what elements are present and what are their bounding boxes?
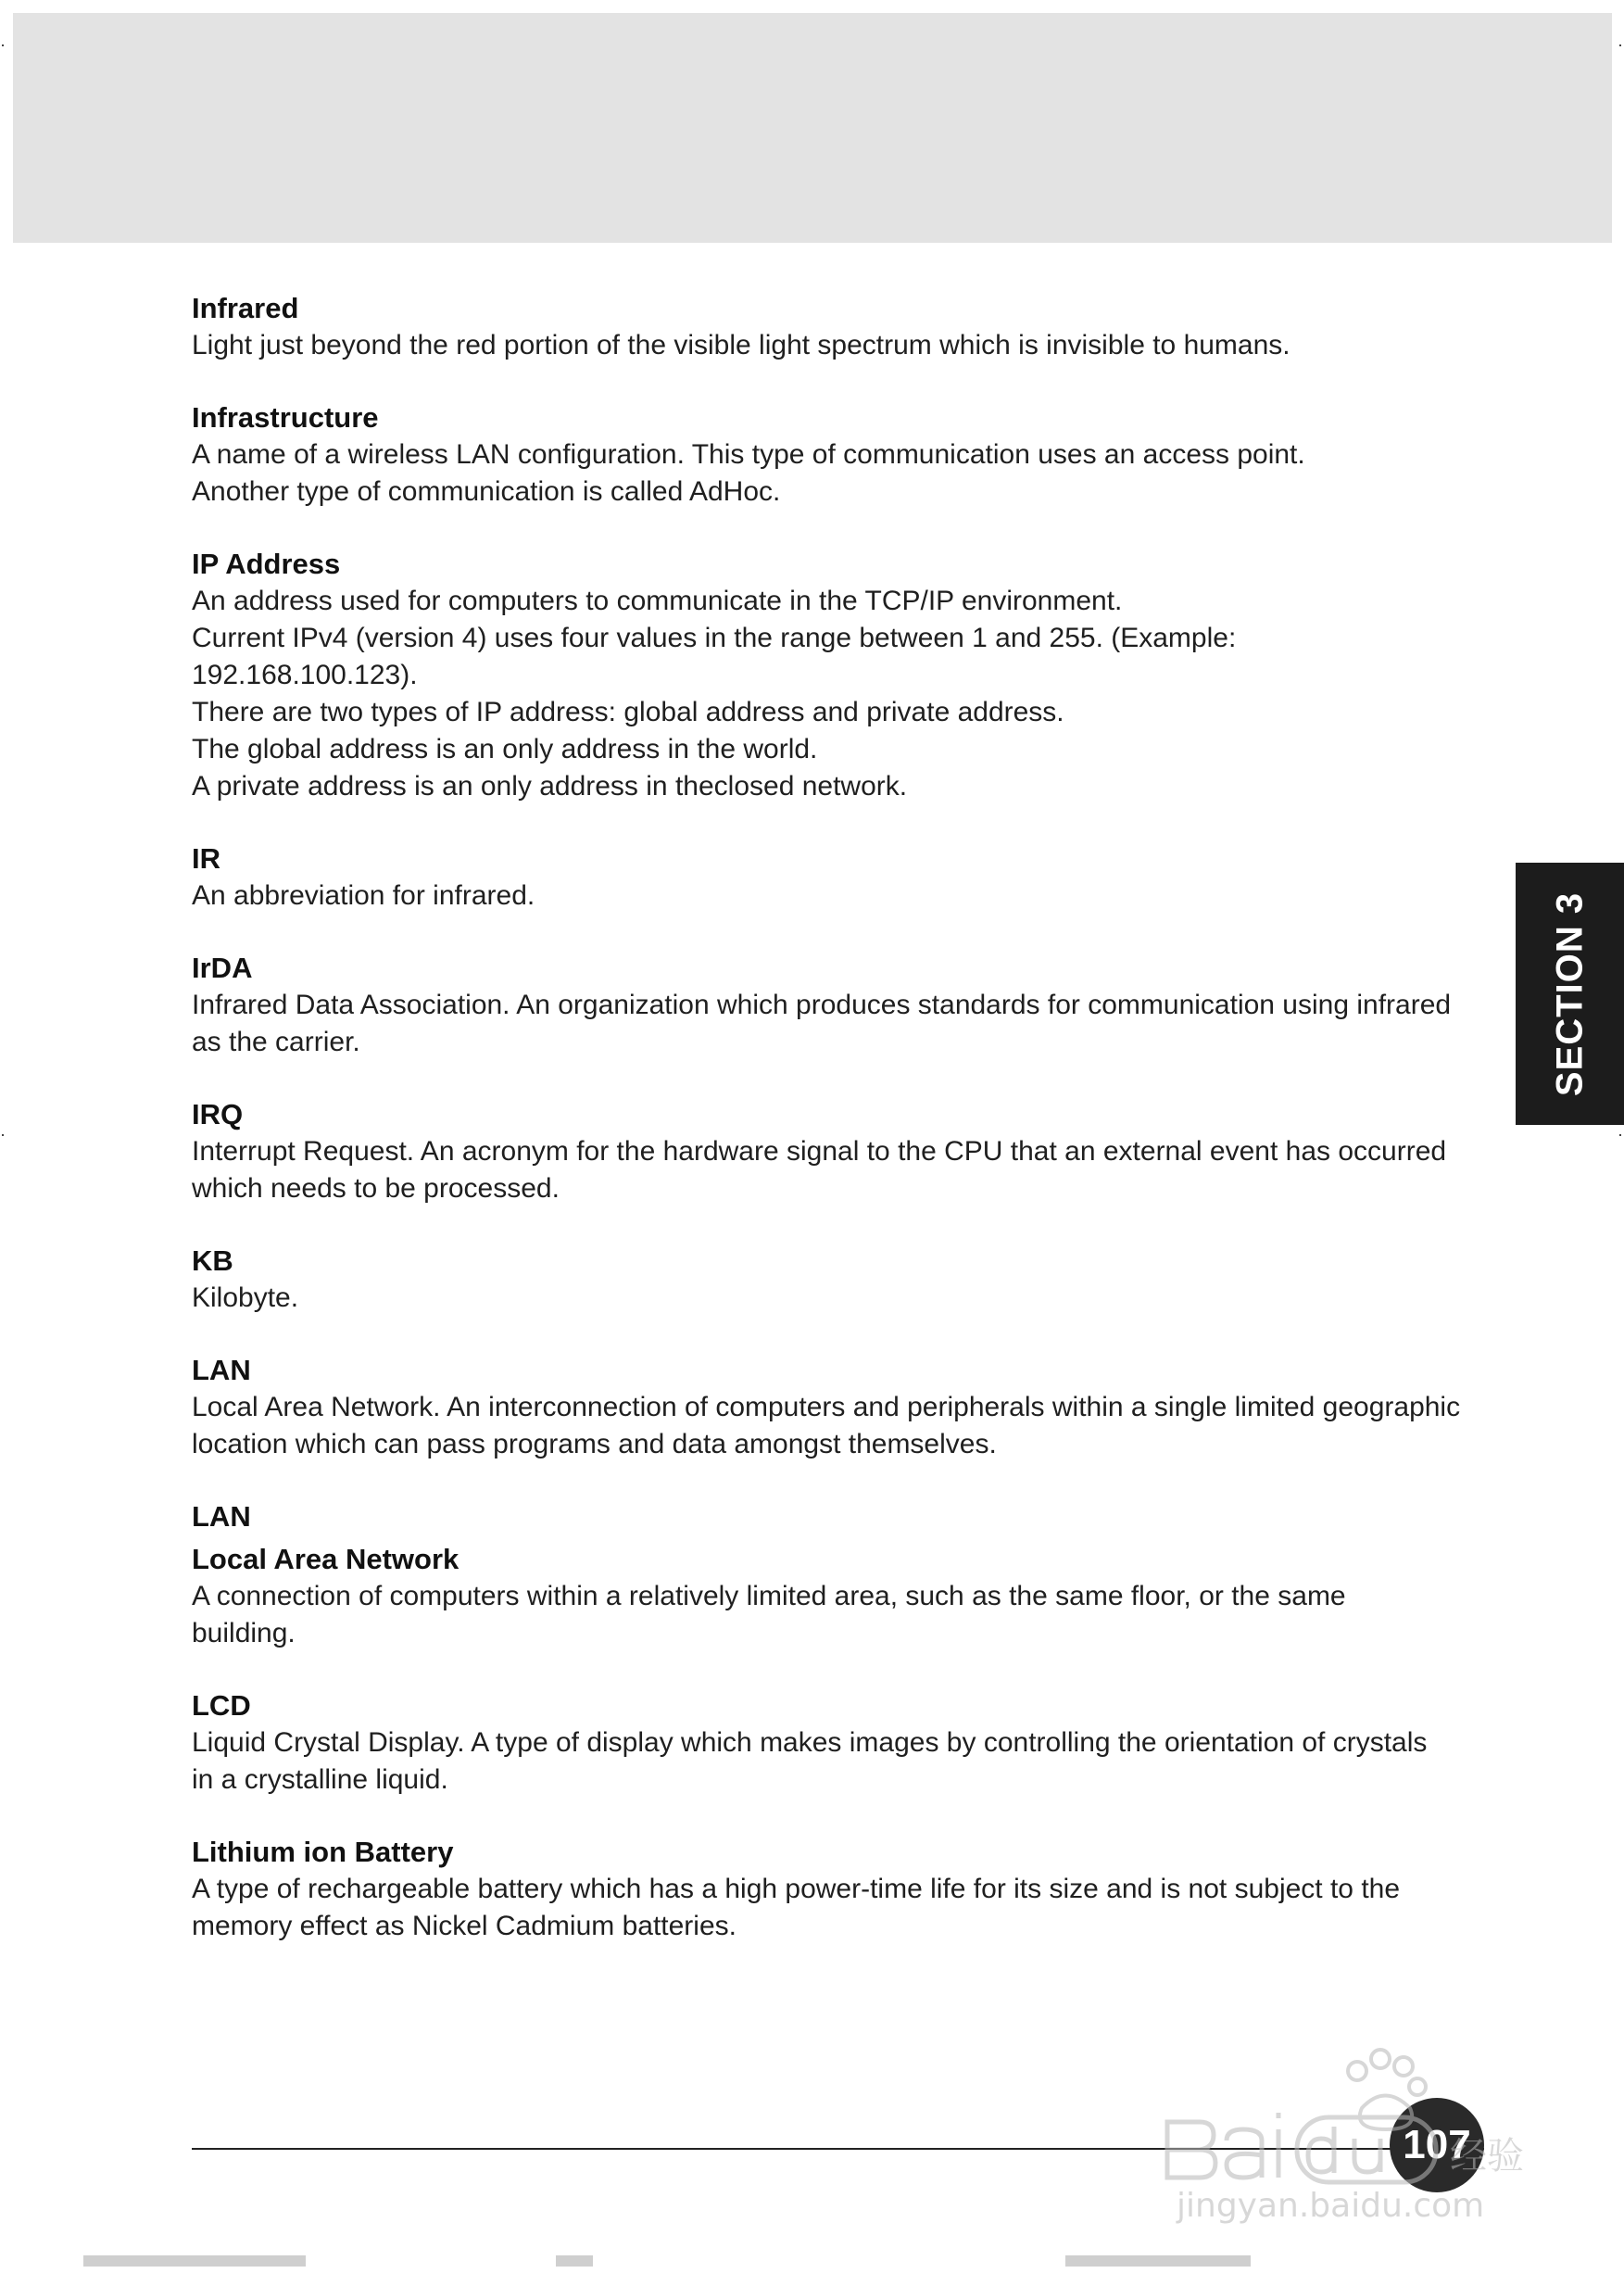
footer-rule — [192, 2148, 1484, 2150]
glossary-term: Infrared — [192, 292, 299, 324]
glossary-entry-irda — [192, 950, 1484, 1061]
glossary-definition-line: A connection of computers within a relatively limited area, such as the same floor, or the same — [192, 1581, 1346, 1611]
glossary-definition-line: Kilobyte. — [192, 1282, 299, 1313]
glossary-definition-line: An abbreviation for infrared. — [192, 880, 535, 911]
glossary-entry-lan — [192, 1352, 1484, 1463]
page-number: 107 — [1403, 2122, 1471, 2167]
glossary-definition-line: Light just beyond the red portion of the visible light spectrum which is invisible to humans. — [192, 330, 1290, 360]
watermark-caption: 经验 — [1450, 2135, 1524, 2178]
glossary-definition-line: Current IPv4 (version 4) uses four values in the range between 1 and 255. (Example: — [192, 623, 1237, 653]
glossary-definition-line: as the carrier. — [192, 1027, 360, 1057]
print-slug-left — [83, 2255, 306, 2267]
glossary-entry-ir — [192, 840, 1484, 915]
glossary-term: Lithium ion Battery — [192, 1836, 454, 1868]
glossary-definition-line: location which can pass programs and data amongst themselves. — [192, 1429, 997, 1459]
section-tab-label: SECTION 3 — [1549, 891, 1590, 1096]
glossary-definition-line: in a crystalline liquid. — [192, 1764, 448, 1795]
glossary-term: IP Address — [192, 548, 341, 580]
glossary-definition-line: which needs to be processed. — [192, 1173, 560, 1204]
crop-mark-left-top — [2, 44, 4, 46]
glossary-definition-line: There are two types of IP address: global address and private address. — [192, 697, 1064, 727]
glossary-term: KB — [192, 1244, 233, 1277]
glossary-definition-line: Infrared Data Association. An organization which produces standards for communication using infrared — [192, 990, 1452, 1020]
glossary-entry-irq — [192, 1096, 1484, 1207]
glossary-definition-line: The global address is an only address in the world. — [192, 734, 818, 764]
glossary-definition-line: A private address is an only address in theclosed network. — [192, 771, 908, 802]
crop-mark-left-mid — [2, 1134, 4, 1136]
crop-mark-right-mid — [1619, 1134, 1621, 1136]
glossary-definition-line: Interrupt Request. An acronym for the hardware signal to the CPU that an external event has occurred — [192, 1136, 1447, 1167]
glossary-definition-line: Local Area Network. An interconnection of computers and peripherals within a single limited geographic — [192, 1392, 1461, 1422]
glossary-definition-line: memory effect as Nickel Cadmium batteries. — [192, 1911, 736, 1941]
print-slug-right — [1065, 2255, 1251, 2267]
glossary-definition-line: building. — [192, 1618, 296, 1648]
watermark-url: jingyan.baidu.com — [1177, 2187, 1485, 2224]
glossary-entry-infrared — [192, 290, 1484, 364]
glossary-entry-kb — [192, 1243, 1484, 1317]
glossary-term: Infrastructure — [192, 401, 379, 434]
crop-mark-right-top — [1619, 44, 1621, 46]
glossary-term: LAN — [192, 1354, 251, 1386]
glossary-term: LCD — [192, 1689, 251, 1722]
glossary-term: IR — [192, 842, 220, 875]
glossary-entry-lithium-ion-battery — [192, 1834, 1484, 1945]
glossary-definition-line: An address used for computers to communicate in the TCP/IP environment. — [192, 586, 1123, 616]
glossary-definition-line: 192.168.100.123). — [192, 660, 418, 690]
glossary-entry-lcd — [192, 1687, 1484, 1799]
glossary-definition-line: Another type of communication is called AdHoc. — [192, 476, 781, 507]
glossary-term: IrDA — [192, 952, 253, 984]
section-tab — [1516, 863, 1624, 1125]
glossary-definition-line: Liquid Crystal Display. A type of display which makes images by controlling the orientation of crystals — [192, 1727, 1428, 1758]
header-band — [13, 13, 1612, 243]
glossary-term: LAN — [192, 1500, 251, 1533]
glossary-entry-ip-address — [192, 546, 1484, 805]
glossary-entry-lan-local-area-network — [192, 1498, 1484, 1652]
glossary-content — [192, 290, 1484, 1980]
glossary-term: IRQ — [192, 1098, 244, 1130]
glossary-entry-infrastructure — [192, 399, 1484, 511]
glossary-definition-line: A name of a wireless LAN configuration. This type of communication uses an access point. — [192, 439, 1305, 470]
glossary-subterm: Local Area Network — [192, 1543, 460, 1575]
print-slug-mid — [556, 2255, 593, 2267]
glossary-definition-line: A type of rechargeable battery which has a high power-time life for its size and is not subject to the — [192, 1874, 1401, 1904]
